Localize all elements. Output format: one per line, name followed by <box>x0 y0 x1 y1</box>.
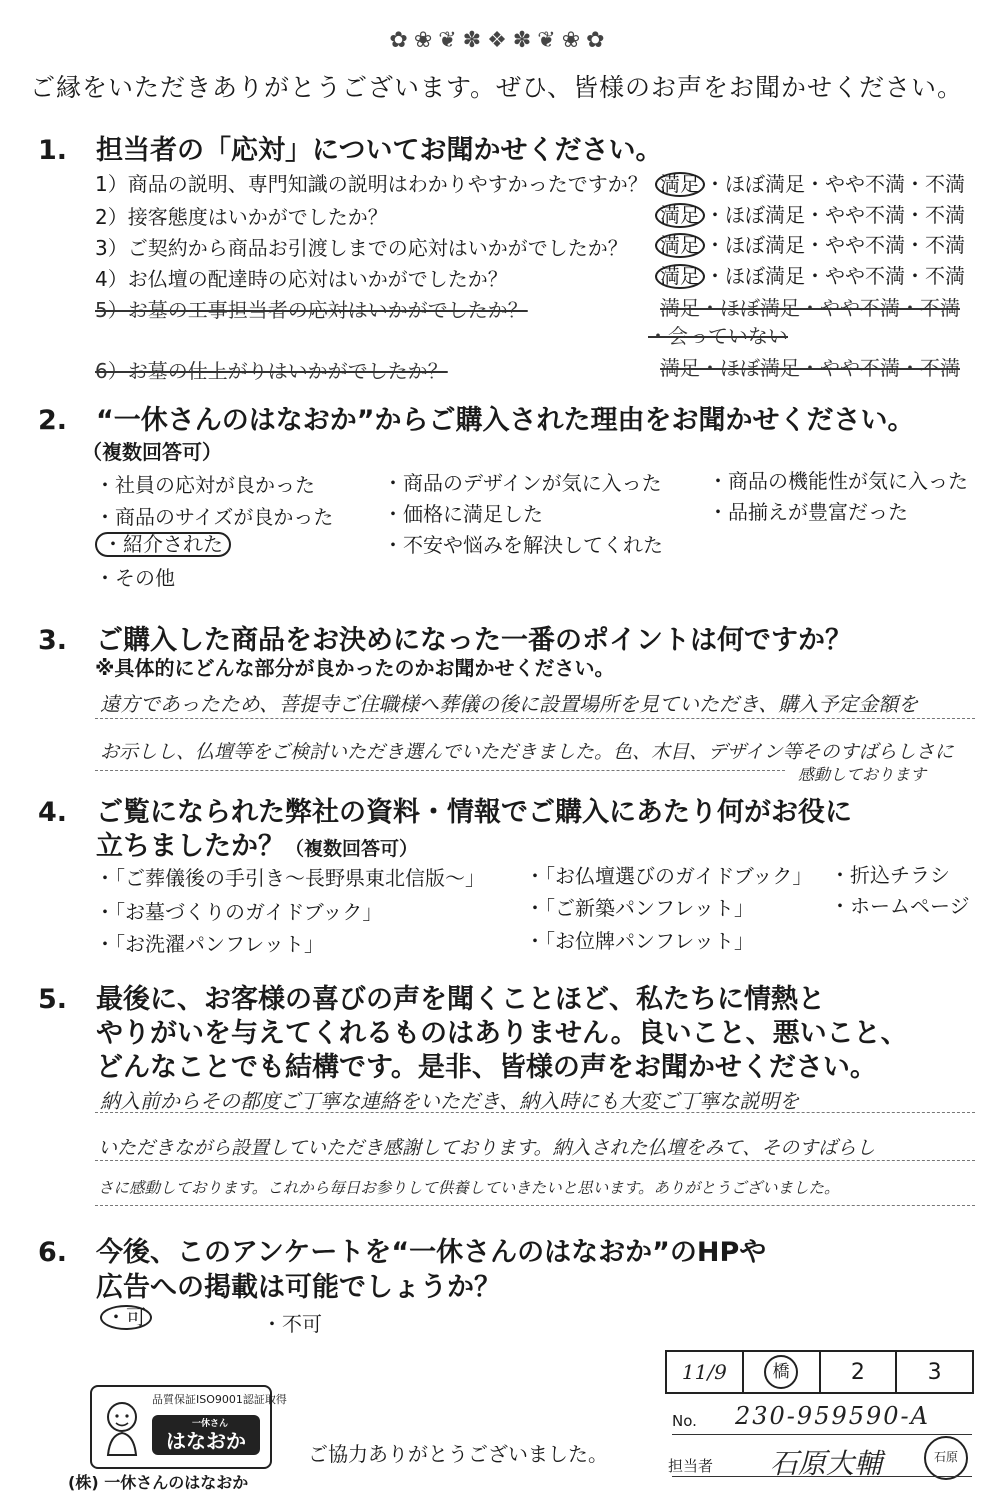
s4-option: ・「ご葬儀後の手引き〜長野県東北信版〜」 <box>95 866 485 890</box>
section2-note: （複数回答可） <box>82 440 222 464</box>
section3-note: ※具体的にどんな部分が良かったのかお聞かせください。 <box>95 656 615 680</box>
receipt-stamp-box <box>665 1350 974 1394</box>
s2-option: ・価格に満足した <box>383 502 543 526</box>
s1-answer-6: 満足・ほぼ満足・やや不満・不満 <box>660 356 960 380</box>
s4-option: ・「お仏壇選びのガイドブック」 <box>525 864 813 888</box>
section6-number: 6. <box>38 1237 68 1268</box>
s1-answer-1-rest: ・ほぼ満足・やや不満・不満 <box>705 172 965 196</box>
selected-answer-circle: ・紹介された <box>95 532 231 557</box>
answer-rule-line <box>95 770 785 771</box>
s4-option: ・「お洗濯パンフレット」 <box>95 932 324 956</box>
s6-option-selected <box>100 1305 152 1330</box>
no-underline <box>672 1434 972 1435</box>
s1-answer-1 <box>655 168 965 197</box>
s2-option: ・商品のデザインが気に入った <box>383 471 662 495</box>
s3-answer-line-3: 感動しております <box>798 765 927 784</box>
s1-question-6: 6）お墓の仕上がりはいかがでしたか？ <box>95 359 448 383</box>
stamp-date: 11/9 <box>667 1352 744 1392</box>
answer-rule-line <box>95 718 975 719</box>
logo-name: はなおか <box>166 1428 246 1453</box>
section5-title-line2: やりがいを与えてくれるものはありません。良いこと、悪いこと、 <box>96 1018 908 1049</box>
s5-answer-line-2: いただきながら設置していただき感謝しております。納入された仏壇をみて、そのすばらし <box>98 1137 876 1159</box>
logo-certification: 品質保証ISO9001認証取得 <box>152 1393 287 1406</box>
selected-answer-circle: ・可 <box>100 1305 152 1330</box>
s4-option: ・「お位牌パンフレット」 <box>525 929 754 953</box>
s1-answer-4 <box>655 260 965 289</box>
selected-answer-circle: 満足 <box>655 233 705 258</box>
s1-not-met: ・会っていない <box>648 324 788 348</box>
s2-option-selected <box>95 532 231 557</box>
staff-name: 石原大輔 <box>770 1447 883 1480</box>
s1-answer-2-rest: ・ほぼ満足・やや不満・不満 <box>705 203 965 227</box>
header-ornament: ✿❀❦✽❖✽❦❀✿ <box>389 28 611 53</box>
no-value: 230-959590-A <box>735 1402 930 1430</box>
staff-seal: 石原 <box>924 1436 968 1480</box>
section2-title: “一休さんのはなおか”からご購入された理由をお聞かせください。 <box>96 405 915 436</box>
company-logo <box>90 1385 287 1469</box>
s2-option: ・商品のサイズが良かった <box>95 505 334 529</box>
s1-question-3: 3）ご契約から商品お引渡しまでの応対はいかがでしたか？ <box>95 236 628 260</box>
answer-rule-line <box>95 1160 975 1161</box>
selected-answer-circle: 満足 <box>655 203 705 228</box>
section3-title: ご購入した商品をお決めになった一番のポイントは何ですか？ <box>96 625 852 656</box>
monk-mascot-icon <box>100 1397 144 1457</box>
section3-number: 3. <box>38 625 68 656</box>
stamp-seal: 橋 <box>764 1355 798 1389</box>
intro-text: ご縁をいただきありがとうございます。ぜひ、皆様のお声をお聞かせください。 <box>30 73 964 102</box>
answer-rule-line <box>95 1205 975 1206</box>
section4-note: （複数回答可） <box>285 838 419 860</box>
section1-heading <box>38 128 662 167</box>
logo-badge <box>152 1415 260 1455</box>
section5-title-line1: 最後に、お客様の喜びの声を聞くことほど、私たちに情熱と <box>96 984 825 1015</box>
s2-option: ・その他 <box>95 566 175 590</box>
section4-number: 4. <box>38 797 68 828</box>
s2-option: ・社員の応対が良かった <box>95 473 315 497</box>
section2-heading <box>38 398 915 437</box>
section6-title-line1: 今後、このアンケートを“一休さんのはなおか”のHPや <box>96 1237 767 1268</box>
s2-option: ・不安や悩みを解決してくれた <box>383 533 663 557</box>
s1-answer-2 <box>655 199 965 228</box>
stamp-seal-cell <box>744 1352 821 1392</box>
section4-title-line1: ご覧になられた弊社の資料・情報でご購入にあたり何がお役に <box>96 797 852 828</box>
section2-number: 2. <box>38 405 68 436</box>
s1-answer-3 <box>655 229 965 258</box>
section1-title: 担当者の「応対」についてお聞かせください。 <box>96 135 663 166</box>
answer-rule-line <box>95 1112 975 1113</box>
s1-question-4: 4）お仏壇の配達時の応対はいかがでしたか？ <box>95 267 508 291</box>
stamp-cell-3: 3 <box>927 1359 942 1385</box>
selected-answer-circle: 満足 <box>655 264 705 289</box>
s6-option: ・不可 <box>262 1312 322 1336</box>
company-name: (株) 一休さんのはなおか <box>68 1473 249 1492</box>
selected-answer-circle: 満足 <box>655 172 705 197</box>
section1-number: 1. <box>38 135 68 166</box>
s1-question-5: 5）お墓の工事担当者の応対はいかがでしたか？ <box>95 298 528 322</box>
section6-title-line2: 広告への掲載は可能でしょうか？ <box>96 1272 501 1303</box>
section5-title-line3: どんなことでも結構です。是非、皆様の声をお聞かせください。 <box>96 1052 877 1083</box>
s1-answer-3-rest: ・ほぼ満足・やや不満・不満 <box>705 233 965 257</box>
stamp-cell-2: 2 <box>821 1352 898 1392</box>
section5-number: 5. <box>38 984 68 1015</box>
s4-option: ・「お墓づくりのガイドブック」 <box>95 900 383 924</box>
section4-title-line2-wrap <box>96 824 418 863</box>
staff-label: 担当者 <box>668 1457 714 1475</box>
s5-answer-line-1: 納入前からその都度ご丁寧な連絡をいただき、納入時にも大変ご丁寧な説明を <box>100 1089 800 1113</box>
staff-underline <box>672 1476 972 1477</box>
s5-answer-line-3: さに感動しております。これから毎日お参りして供養していきたいと思います。ありがとうございました。 <box>98 1179 840 1197</box>
s2-option: ・品揃えが豊富だった <box>708 500 908 524</box>
no-label: No. <box>672 1412 697 1430</box>
section6-heading <box>38 1230 766 1269</box>
s1-question-2: 2）接客態度はいかがでしたか？ <box>95 205 388 229</box>
s1-question-1: 1）商品の説明、専門知識の説明はわかりやすかったですか？ <box>95 172 648 196</box>
logo-small-text: 一休さん <box>192 1419 229 1429</box>
section4-title-line2: 立ちましたか？ <box>96 831 285 862</box>
s3-answer-line-2: お示しし、仏壇等をご検討いただき選んでいただきました。色、木目、デザイン等そのすばらしさに <box>100 741 954 763</box>
thanks-text: ご協力ありがとうございました。 <box>308 1442 608 1466</box>
s4-option: ・折込チラシ <box>830 863 950 887</box>
s1-answer-4-rest: ・ほぼ満足・やや不満・不満 <box>705 264 965 288</box>
s3-answer-line-1: 遠方であったため、菩提寺ご住職様へ葬儀の後に設置場所を見ていただき、購入予定金額を <box>100 692 919 716</box>
s1-answer-5: 満足・ほぼ満足・やや不満・不満 <box>660 296 960 320</box>
s4-option: ・「ご新築パンフレット」 <box>525 896 754 920</box>
s2-option: ・商品の機能性が気に入った <box>708 469 968 493</box>
s4-option: ・ホームページ <box>830 894 970 918</box>
